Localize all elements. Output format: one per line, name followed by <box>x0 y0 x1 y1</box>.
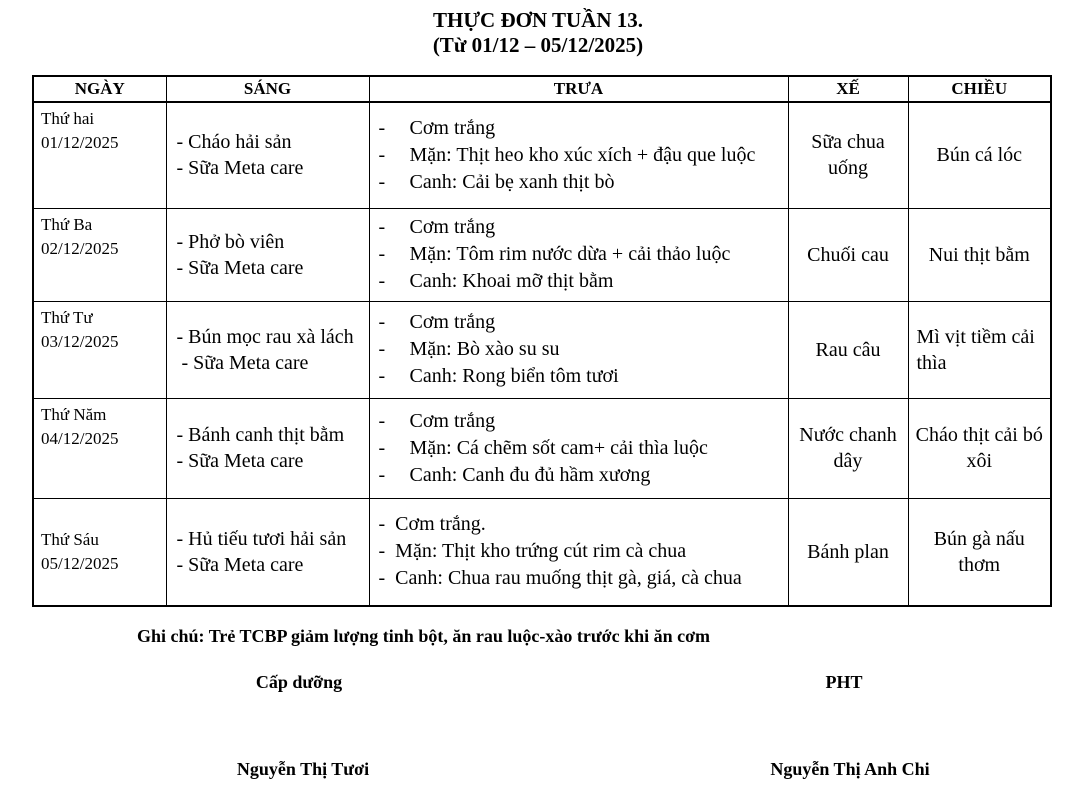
menu-table <box>32 75 1052 607</box>
lunch-item-text: Cơm trắng <box>409 409 496 432</box>
dash-marker: - <box>378 567 386 590</box>
dash-marker: - <box>378 116 386 139</box>
lunch-cell <box>369 102 788 208</box>
document-title-block <box>0 0 1076 58</box>
dash-marker: - <box>378 540 386 563</box>
breakfast-cell <box>166 102 369 208</box>
signature-name-right: Nguyễn Thị Anh Chi <box>770 759 930 779</box>
signature-role-left: Cấp dưỡng <box>255 672 343 692</box>
afternoon-cell: Bún gà nấu thơm <box>908 498 1051 606</box>
column-header-lunch: TRƯA <box>369 76 788 102</box>
table-row-monday <box>33 102 1051 208</box>
day-cell <box>33 102 166 208</box>
table-header-row <box>33 76 1051 102</box>
lunch-item <box>379 462 784 489</box>
afternoon-cell: Mì vịt tiềm cải thìa <box>908 301 1051 398</box>
breakfast-item: - Bún mọc rau xà lách <box>176 325 354 348</box>
lunch-item-text: Cơm trắng <box>409 311 496 333</box>
lunch-item <box>379 169 784 196</box>
day-cell <box>33 301 166 398</box>
lunch-item <box>379 408 784 435</box>
day-date: 04/12/2025 <box>41 428 119 448</box>
afternoon-cell: Nui thịt bằm <box>908 208 1051 301</box>
snack-cell: Bánh plan <box>788 498 908 606</box>
signature-name-left: Nguyễn Thị Tươi <box>236 759 370 779</box>
table-row-friday <box>33 498 1051 606</box>
day-date: 02/12/2025 <box>41 238 119 258</box>
lunch-item-text: Cơm trắng <box>409 116 496 139</box>
day-cell <box>33 398 166 498</box>
lunch-item-text: Mặn: Tôm rim nước dừa + cải thảo luộc <box>409 243 731 265</box>
breakfast-item: - Bánh canh thịt bằm <box>176 424 345 446</box>
column-header-day: NGÀY <box>33 76 166 102</box>
table-row-thursday <box>33 398 1051 498</box>
day-date: 03/12/2025 <box>41 331 119 351</box>
afternoon-cell: Bún cá lóc <box>908 102 1051 208</box>
lunch-item <box>379 538 770 565</box>
lunch-item-text: Cơm trắng <box>409 216 496 238</box>
breakfast-cell <box>166 498 369 606</box>
dash-marker: - <box>378 170 386 193</box>
afternoon-cell: Cháo thịt cải bó xôi <box>908 398 1051 498</box>
lunch-item <box>379 309 784 336</box>
dash-marker: - <box>378 365 386 387</box>
day-name: Thứ Sáu <box>41 529 99 549</box>
column-header-breakfast: SÁNG <box>166 76 369 102</box>
lunch-item-text: Canh: Chua rau muống thịt gà, giá, cà chua <box>395 567 742 590</box>
lunch-item-text: Mặn: Bò xào su su <box>409 338 560 360</box>
breakfast-item: - Phở bò viên <box>176 230 285 253</box>
dash-marker: - <box>378 513 386 536</box>
day-name: Thứ Năm <box>41 404 107 424</box>
breakfast-item: - Hủ tiếu tươi hải sản <box>176 527 347 550</box>
snack-cell: Sữa chua uống <box>788 102 908 208</box>
breakfast-item: - Sữa Meta care <box>176 351 309 374</box>
snack-cell: Rau câu <box>788 301 908 398</box>
column-header-snack: XẾ <box>788 76 908 102</box>
snack-cell: Chuối cau <box>788 208 908 301</box>
dash-marker: - <box>378 338 386 360</box>
dash-marker: - <box>378 143 386 166</box>
column-header-afternoon: CHIỀU <box>908 76 1051 102</box>
lunch-item <box>379 363 784 390</box>
day-date: 05/12/2025 <box>41 553 119 573</box>
lunch-item <box>379 241 784 268</box>
lunch-item-text: Cơm trắng. <box>395 513 486 536</box>
lunch-item <box>379 142 784 169</box>
breakfast-item: - Sữa Meta care <box>176 553 304 576</box>
lunch-item <box>379 336 784 363</box>
dash-marker: - <box>378 436 386 459</box>
day-cell <box>33 208 166 301</box>
lunch-cell <box>369 398 788 498</box>
lunch-cell <box>369 208 788 301</box>
day-name: Thứ Ba <box>41 214 93 234</box>
breakfast-cell <box>166 301 369 398</box>
lunch-item-text: Canh: Cải bẹ xanh thịt bò <box>409 170 615 193</box>
dash-marker: - <box>378 463 386 486</box>
lunch-item <box>379 511 770 538</box>
lunch-cell <box>369 498 788 606</box>
breakfast-item: - Sữa Meta care <box>176 450 304 472</box>
lunch-item-text: Canh: Canh đu đủ hầm xương <box>409 463 651 486</box>
lunch-item <box>379 435 784 462</box>
lunch-item-text: Mặn: Thịt kho trứng cút rim cà chua <box>395 540 687 563</box>
signature-role-right: PHT <box>825 672 863 692</box>
lunch-item-text: Mặn: Cá chẽm sốt cam+ cải thìa luộc <box>409 436 708 459</box>
page-subtitle: (Từ 01/12 – 05/12/2025) <box>432 33 644 57</box>
note-text: Ghi chú: Trẻ TCBP giảm lượng tinh bột, ăn rau luộc-xào trước khi ăn cơm <box>137 626 711 646</box>
lunch-item <box>379 268 784 295</box>
dash-marker: - <box>378 243 386 265</box>
dash-marker: - <box>378 216 386 238</box>
lunch-item-text: Canh: Rong biển tôm tươi <box>409 365 619 387</box>
day-name: Thứ hai <box>41 109 95 128</box>
breakfast-item: - Sữa Meta care <box>176 157 304 180</box>
page-title: THỰC ĐƠN TUẦN 13. <box>432 8 643 32</box>
breakfast-cell <box>166 208 369 301</box>
snack-cell: Nước chanh dây <box>788 398 908 498</box>
lunch-item-text: Mặn: Thịt heo kho xúc xích + đậu que luộc <box>409 143 756 166</box>
lunch-item <box>379 565 770 592</box>
lunch-cell <box>369 301 788 398</box>
day-name: Thứ Tư <box>41 307 93 327</box>
lunch-item <box>379 214 784 241</box>
breakfast-cell <box>166 398 369 498</box>
day-date: 01/12/2025 <box>41 133 119 152</box>
dash-marker: - <box>378 409 386 432</box>
day-cell <box>33 498 166 606</box>
table-row-tuesday <box>33 208 1051 301</box>
breakfast-item: - Sữa Meta care <box>176 256 304 279</box>
dash-marker: - <box>378 311 386 333</box>
dash-marker: - <box>378 270 386 292</box>
breakfast-item: - Cháo hải sản <box>176 131 292 154</box>
lunch-item <box>379 115 784 142</box>
table-row-wednesday <box>33 301 1051 398</box>
lunch-item-text: Canh: Khoai mỡ thịt bằm <box>409 270 614 292</box>
